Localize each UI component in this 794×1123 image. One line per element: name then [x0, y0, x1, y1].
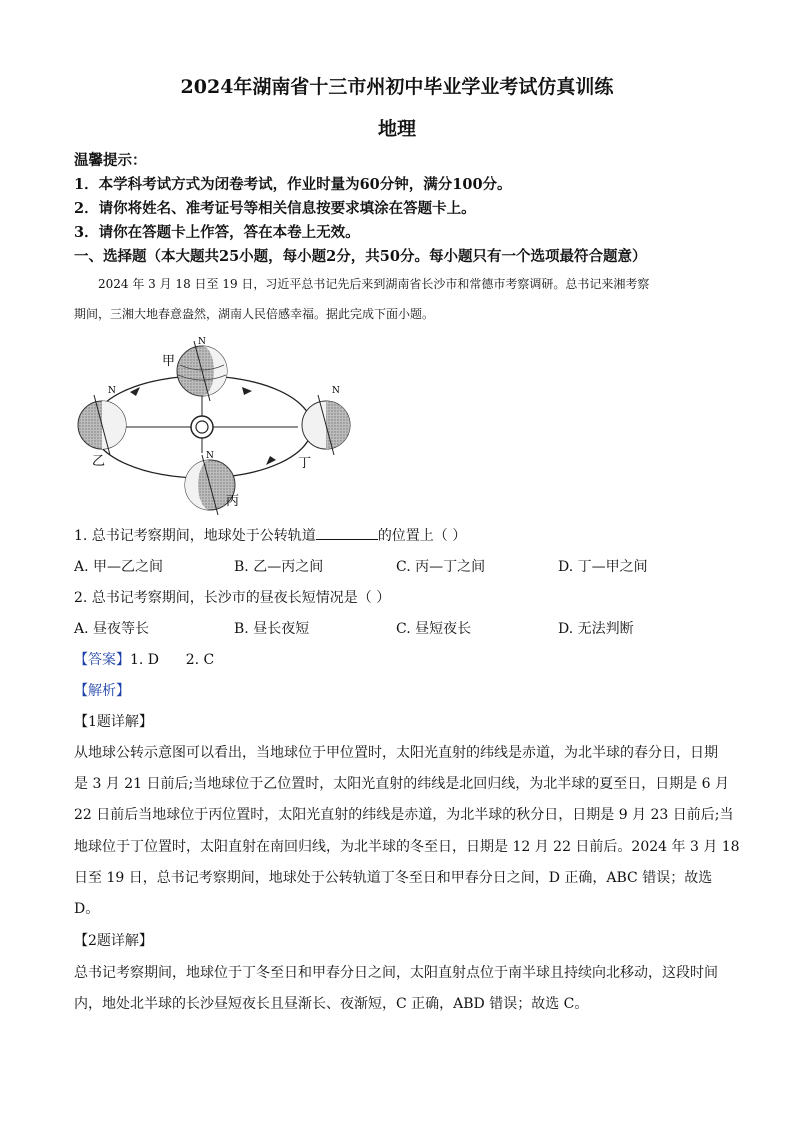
notice-item-2: 2．请你将姓名、准考证号等相关信息按要求填涂在答题卡上。 — [74, 200, 476, 217]
q1-detail-line-4: 地球位于丁位置时，太阳直射在南回归线，为北半球的冬至日，日期是 12 月 22 日前后。2024 年 3 月 18 — [74, 839, 740, 855]
analysis-label: 【解析】 — [74, 683, 130, 699]
q2-detail-line-2: 内，地处北半球的长沙昼短夜长且昼渐长、夜渐短，C 正确，ABD 错误；故选 C。 — [74, 996, 589, 1012]
q1-option-c: C. 丙—丁之间 — [396, 559, 486, 575]
label-bing: 丙 — [226, 494, 240, 509]
orbit-arrow-icon-3 — [242, 387, 252, 395]
label-jia: 甲 — [162, 354, 176, 369]
q2-option-d: D. 无法判断 — [558, 621, 634, 637]
q1-option-d: D. 丁—甲之间 — [558, 559, 648, 575]
earth-jia — [177, 341, 227, 401]
intro-line-2: 期间，三湘大地春意盎然，湖南人民倍感幸福。据此完成下面小题。 — [74, 307, 435, 321]
q1-detail-line-2: 是 3 月 21 日前后;当地球位于乙位置时，太阳光直射的纬线是北回归线，为北半球的夏至日，日期是 6 月 — [74, 776, 730, 792]
question-2-stem: 2. 总书记考察期间，长沙市的昼夜长短情况是（ ） — [74, 590, 391, 606]
question-1-stem: 1. 总书记考察期间，地球处于公转轨道 的位置上（ ） — [74, 528, 467, 544]
subject-title: 地理 — [377, 118, 416, 140]
earth-orbit-diagram — [70, 335, 370, 515]
q1-detail-line-1: 从地球公转示意图可以看出，当地球位于甲位置时，太阳光直射的纬线是赤道，为北半球的春分日，日期 — [74, 745, 718, 761]
q1-detail-line-6: D。 — [74, 901, 100, 917]
intro-line-1: 2024 年 3 月 18 日至 19 日，习近平总书记先后来到湖南省长沙市和常德市考察调研。总书记来湘考察 — [98, 277, 650, 291]
label-ding: 丁 — [298, 456, 312, 471]
notice-item-3: 3．请你在答题卡上作答，答在本卷上无效。 — [74, 224, 360, 241]
q2-detail-line-1: 总书记考察期间，地球位于丁冬至日和甲春分日之间，太阳直射点位于南半球且持续向北移动，这段时间 — [74, 965, 718, 981]
answer-blank — [316, 527, 378, 540]
label-yi: 乙 — [92, 454, 106, 469]
n-label-ding: N — [332, 386, 340, 396]
page-title: 2024年湖南省十三市州初中毕业学业考试仿真训练 — [180, 76, 614, 98]
section-heading: 一、选择题（本大题共25小题，每小题2分，共50分。每小题只有一个选项最符合题意） — [74, 248, 647, 265]
q2-option-a: A. 昼夜等长 — [74, 621, 150, 637]
q2-option-c: C. 昼短夜长 — [396, 621, 472, 637]
q1-detail-line-5: 日至 19 日，总书记考察期间，地球处于公转轨道丁冬至日和甲春分日之间，D 正确，ABC 错误；故选 — [74, 870, 713, 886]
n-label-bing: N — [206, 451, 214, 461]
answer-line: 【答案】1. D 2. C — [74, 652, 215, 668]
q1-option-b: B. 乙—丙之间 — [234, 559, 324, 575]
earth-yi — [78, 395, 126, 455]
orbit-arrow-icon-2 — [266, 456, 276, 465]
n-label-jia: N — [198, 337, 206, 347]
q1-detail-heading: 【1题详解】 — [74, 714, 153, 730]
q2-option-b: B. 昼长夜短 — [234, 621, 310, 637]
earth-ding — [302, 395, 350, 455]
notice-item-1: 1．本学科考试方式为闭卷考试，作业时量为60分钟，满分100分。 — [74, 176, 512, 193]
q1-option-a: A. 甲—乙之间 — [74, 559, 164, 575]
q2-detail-heading: 【2题详解】 — [74, 933, 153, 949]
notice-heading: 温馨提示： — [74, 152, 147, 169]
n-label-yi: N — [108, 386, 116, 396]
q1-detail-line-3: 22 日前后当地球位于丙位置时，太阳光直射的纬线是赤道，为北半球的秋分日，日期是 9 月 23 日前后;当 — [74, 807, 734, 823]
